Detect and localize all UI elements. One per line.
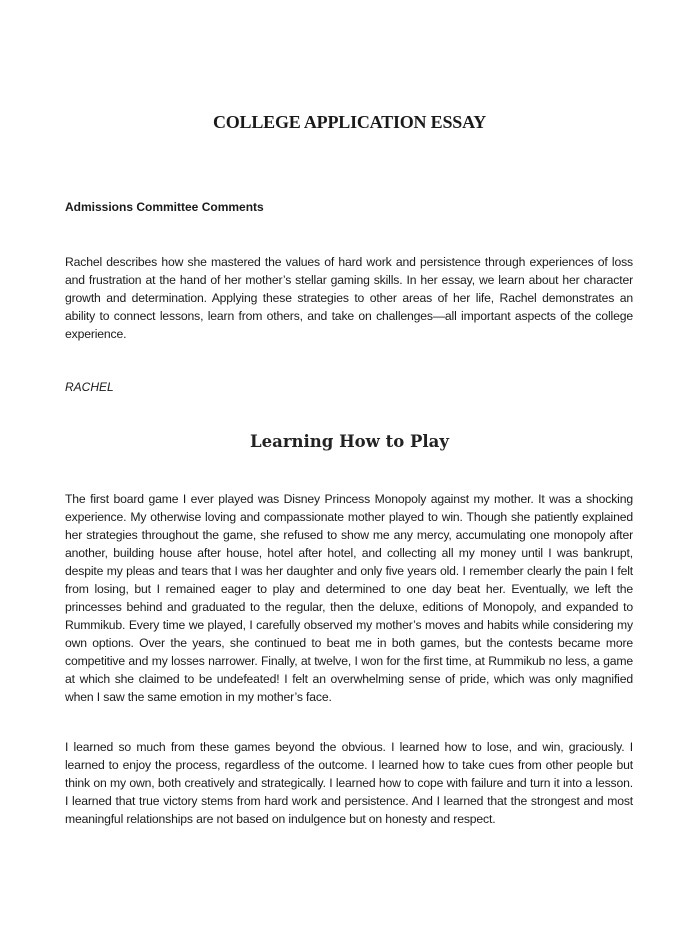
comments-paragraph: Rachel describes how she mastered the values of hard work and persistence through experiences of loss and frustration at the hand of her mother’s stellar gaming skills. In her essay, we learn about her character growth and determination. Applying these strategies to other areas of her life, Rachel demonstrates an ability to connect lessons, learn from others, and take on challenges—all important aspects of the college experience. xyxy=(65,255,633,341)
document-title: COLLEGE APPLICATION ESSAY xyxy=(212,112,487,132)
essay-paragraph-2: I learned so much from these games beyond the obvious. I learned how to lose, and win, graciously. I learned to enjoy the process, regardless of the outcome. I learned how to take cues from other people but think on my own, both creatively and strategically. I learned how to cope with failure and turn it into a lesson. I learned that true victory stems from hard work and persistence. And I learned that the strongest and most meaningful relationships are not based on indulgence but on honesty and respect. xyxy=(65,740,633,826)
author-name: RACHEL xyxy=(65,380,114,394)
essay-title: Learning How to Play xyxy=(250,432,449,451)
essay-paragraph-1: The first board game I ever played was Disney Princess Monopoly against my mother. It was a shocking experience. My otherwise loving and compassionate mother played to win. Though she patiently explained her strategies throughout the game, she refused to show me any mercy, accumulating one monopoly after another, building house after house, hotel after hotel, and collecting all my money until I was bankrupt, despite my pleas and tears that I was her daughter and only five years old. I remember clearly the pain I felt from losing, but I remained eager to play and determined to one day beat her. Eventually, we left the princesses behind and graduated to the regular, then the deluxe, editions of Monopoly, and expanded to Rummikub. Every time we played, I carefully observed my mother’s moves and habits while considering my own options. Over the years, she continued to beat me in both games, but the contests became more competitive and my losses narrower. Finally, at twelve, I won for the first time, at Rummikub no less, a game at which she claimed to be undefeated! I felt an overwhelming sense of pride, which was only magnified when I saw the same emotion in my mother’s face. xyxy=(65,492,633,704)
comments-heading: Admissions Committee Comments xyxy=(65,200,264,214)
